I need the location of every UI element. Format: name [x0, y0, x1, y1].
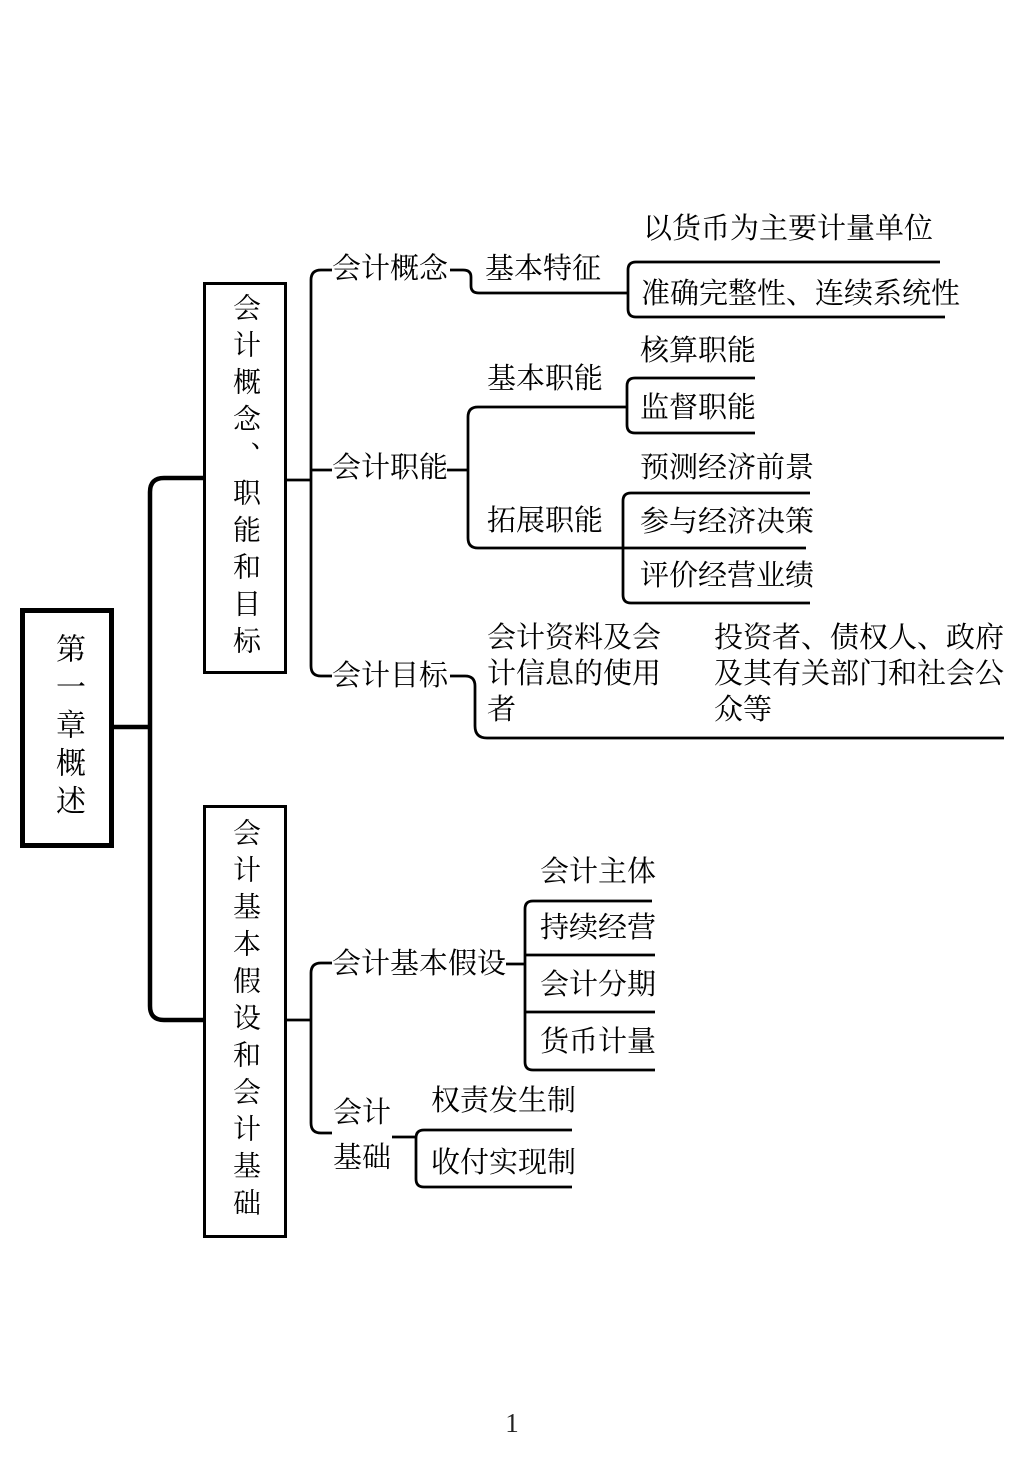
leaf-accrual-basis: 权责发生制 [431, 1085, 577, 1117]
node-accounting-functions: 会计职能 [332, 452, 449, 484]
leaf-cash-basis: 收付实现制 [431, 1147, 577, 1179]
node-basic-assumptions: 会计基本假设 [332, 948, 507, 980]
leaf-participate-decisions: 参与经济决策 [640, 506, 815, 538]
branch-node-concepts-functions-goals [203, 282, 287, 674]
node-basic-functions: 基本职能 [487, 363, 604, 395]
branch2-label: 会计基本假设和会计基础 [230, 818, 261, 1225]
leaf-accuracy-continuity: 准确完整性、连续系统性 [641, 278, 961, 310]
branch1-label: 会计概念、职能和目标 [230, 293, 261, 663]
node-extended-functions: 拓展职能 [487, 505, 604, 537]
page-number: 1 [505, 1408, 519, 1438]
chapter-root-label: 第一章概述 [51, 633, 84, 823]
node-accounting-concept: 会计概念 [332, 253, 449, 285]
node-accounting-goal: 会计目标 [332, 660, 449, 692]
leaf-monetary-unit: 以货币为主要计量单位 [643, 213, 934, 245]
leaf-bookkeeping-function: 核算职能 [640, 335, 757, 367]
leaf-investors-creditors-public: 投资者、债权人、政府及其有关部门和社会公众等 [714, 622, 1005, 726]
leaf-supervision-function: 监督职能 [640, 392, 757, 424]
leaf-evaluate-performance: 评价经营业绩 [640, 560, 815, 592]
leaf-monetary-measurement: 货币计量 [540, 1026, 657, 1058]
node-basic-characteristics: 基本特征 [485, 253, 602, 285]
node-accounting-basis: 会计基础 [333, 1097, 392, 1174]
branch-node-assumptions-basis [203, 805, 287, 1238]
connector-branch1-subspine [311, 270, 332, 676]
leaf-going-concern: 持续经营 [540, 912, 657, 944]
connector-main-spine [150, 478, 203, 1020]
leaf-accounting-entity: 会计主体 [540, 856, 657, 888]
chapter-root-node [20, 608, 114, 848]
node-information-users: 会计资料及会计信息的使用者 [487, 622, 662, 726]
leaf-accounting-period: 会计分期 [540, 969, 657, 1001]
leaf-forecast-economy: 预测经济前景 [640, 452, 815, 484]
connector-branch2-subspine [311, 963, 332, 1133]
